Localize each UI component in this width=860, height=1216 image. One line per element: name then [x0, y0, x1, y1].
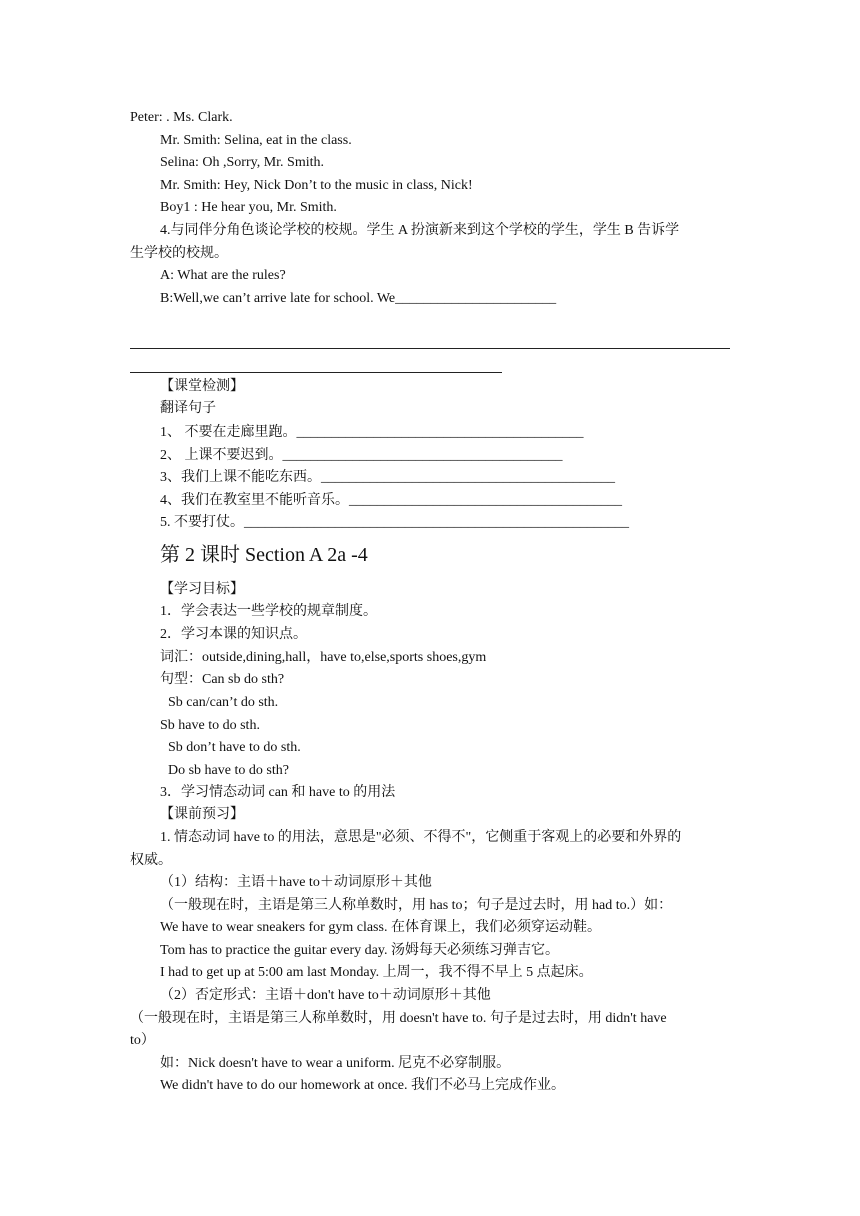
dialogue-line-boy1: Boy1 : He hear you, Mr. Smith.: [160, 200, 337, 215]
task4-line-a: A: What are the rules?: [160, 268, 286, 283]
sentence-pattern-5: Do sb have to do sth?: [168, 763, 289, 778]
goal-2: 2．学习本课的知识点。: [160, 627, 307, 642]
negative-form-label: （2）否定形式：主语＋don't have to＋动词原形＋其他: [160, 988, 491, 1003]
task4-line-b: B:Well,we can’t arrive late for school. We_______________________: [160, 291, 557, 306]
dialogue-line-mr-smith-1: Mr. Smith: Selina, eat in the class.: [160, 133, 352, 148]
dialogue-line-selina: Selina: Oh ,Sorry, Mr. Smith.: [160, 155, 324, 170]
dialogue-line-mr-smith-2: Mr. Smith: Hey, Nick Don’t to the music in class, Nick!: [160, 178, 473, 193]
classroom-check-subheader: 翻译句子: [160, 401, 216, 416]
example-5: We didn't have to do our homework at once. 我们不必马上完成作业。: [160, 1078, 565, 1093]
sentence-pattern-3: Sb have to do sth.: [160, 718, 260, 733]
preview-intro-line2: 权威。: [130, 853, 172, 868]
translate-item-2: 2、 上课不要迟到。________________________________________: [160, 448, 563, 463]
negative-note-line1: （一般现在时，主语是第三人称单数时，用 doesn't have to. 句子是过去时，用 didn't have: [130, 1011, 667, 1026]
translate-item-1: 1、 不要在走廊里跑。_________________________________________: [160, 425, 584, 440]
dialogue-line-peter: Peter: . Ms. Clark.: [130, 110, 233, 125]
sentence-pattern-4: Sb don’t have to do sth.: [168, 740, 301, 755]
preview-header: 【课前预习】: [160, 807, 244, 822]
answer-blank-line-2: [130, 372, 502, 373]
translate-item-5: 5. 不要打仗。_______________________________________________________: [160, 515, 629, 530]
classroom-check-header: 【课堂检测】: [160, 379, 244, 394]
structure-note: （一般现在时，主语是第三人称单数时，用 has to；句子是过去时，用 had to.）如：: [160, 898, 673, 913]
lesson-2-title: 第 2 课时 Section A 2a -4: [160, 544, 368, 566]
task4-instruction-line1: 4.与同伴分角色谈论学校的校规。学生 A 扮演新来到这个学校的学生，学生 B 告诉学: [160, 223, 680, 238]
learning-goals-header: 【学习目标】: [160, 582, 244, 597]
answer-blank-line-1: [130, 348, 730, 349]
example-2: Tom has to practice the guitar every day. 汤姆每天必须练习弹吉它。: [160, 943, 559, 958]
negative-note-line2: to）: [130, 1033, 155, 1048]
goal-1: 1．学会表达一些学校的规章制度。: [160, 604, 377, 619]
translate-item-3: 3、我们上课不能吃东西。__________________________________________: [160, 470, 615, 485]
sentence-pattern-label: 句型：Can sb do sth?: [160, 672, 285, 687]
goal-3: 3．学习情态动词 can 和 have to 的用法: [160, 785, 396, 800]
sentence-pattern-2: Sb can/can’t do sth.: [168, 695, 279, 710]
preview-intro-line1: 1. 情态动词 have to 的用法，意思是"必须、不得不"，它侧重于客观上的必要和外界的: [160, 830, 682, 845]
example-4: 如：Nick doesn't have to wear a uniform. 尼克不必穿制服。: [160, 1056, 511, 1071]
translate-item-4: 4、我们在教室里不能听音乐。_______________________________________: [160, 493, 622, 508]
structure-label: （1）结构：主语＋have to＋动词原形＋其他: [160, 875, 432, 890]
vocabulary-line: 词汇：outside,dining,hall，have to,else,sports shoes,gym: [160, 650, 487, 665]
example-3: I had to get up at 5:00 am last Monday. 上周一，我不得不早上 5 点起床。: [160, 965, 593, 980]
example-1: We have to wear sneakers for gym class. 在体育课上，我们必须穿运动鞋。: [160, 920, 601, 935]
task4-instruction-line2: 生学校的校规。: [130, 246, 228, 261]
